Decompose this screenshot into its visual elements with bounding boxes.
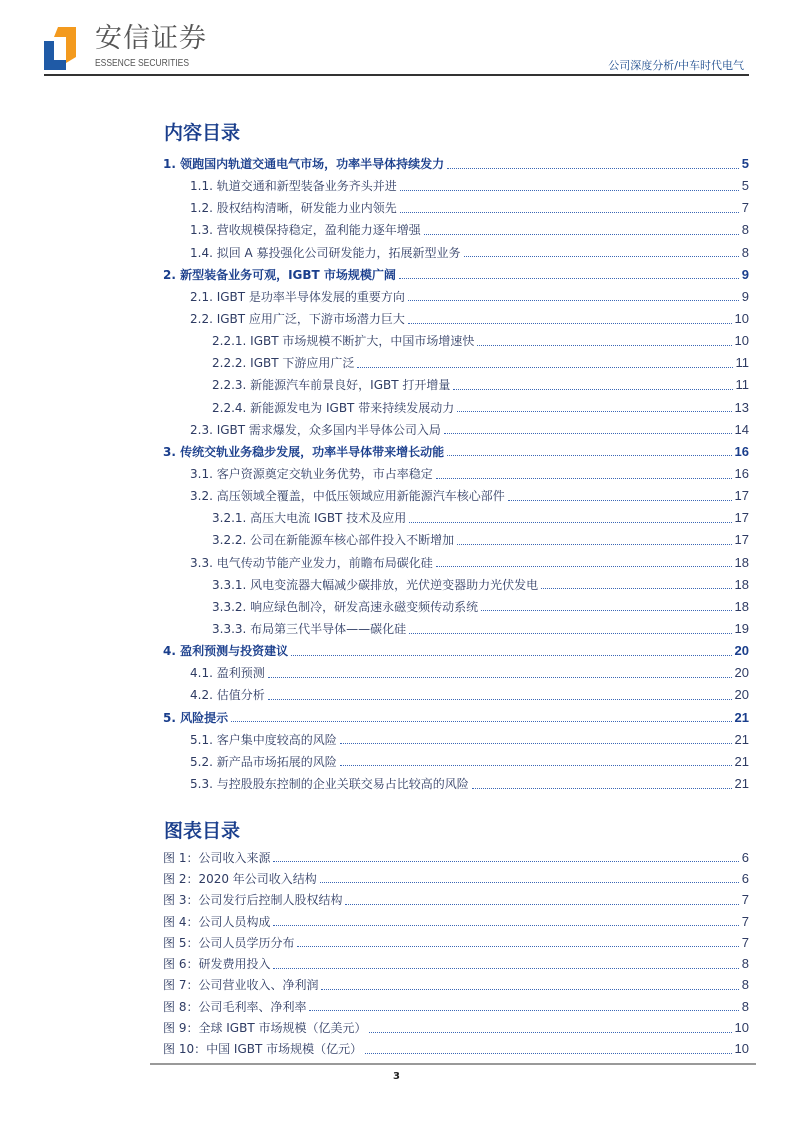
- toc-entry[interactable]: [163, 153, 749, 175]
- entry-title: 图 5：公司人员学历分布: [163, 935, 295, 950]
- dot-leader: [453, 389, 732, 390]
- entry-page: 9: [741, 288, 749, 304]
- document-type: 公司深度分析/中车时代电气: [608, 59, 744, 72]
- entry-title: 图 3：公司发行后控制人股权结构: [163, 893, 343, 908]
- dot-leader: [399, 278, 739, 279]
- toc-entry[interactable]: [163, 175, 749, 197]
- toc-entry[interactable]: [163, 751, 749, 773]
- dot-leader: [464, 256, 739, 257]
- toc-entry[interactable]: [163, 640, 749, 662]
- toc-entry[interactable]: [163, 552, 749, 574]
- entry-title: 5. 风险提示: [163, 710, 229, 725]
- entry-page: 5: [741, 156, 749, 172]
- entry-title: 1.2. 股权结构清晰，研发能力业内领先: [190, 201, 397, 216]
- entry-page: 11: [735, 355, 749, 371]
- entry-title: 4.2. 估值分析: [190, 688, 265, 703]
- toc-entry[interactable]: [163, 507, 749, 529]
- entry-title: 4. 盈利预测与投资建议: [163, 644, 289, 659]
- figures-title: 图表目录: [164, 820, 241, 842]
- toc-entry[interactable]: [163, 707, 749, 729]
- entry-page: 7: [741, 913, 749, 929]
- dot-leader: [409, 522, 731, 523]
- dot-leader: [345, 904, 738, 905]
- entry-title: 5.1. 客户集中度较高的风险: [190, 732, 337, 747]
- toc-entry[interactable]: [163, 308, 749, 330]
- dot-leader: [457, 544, 731, 545]
- entry-title: 图 9：全球 IGBT 市场规模（亿美元）: [163, 1021, 367, 1036]
- dot-leader: [273, 925, 738, 926]
- toc-entry[interactable]: [163, 286, 749, 308]
- dot-leader: [340, 743, 732, 744]
- entry-page: 10: [734, 311, 749, 327]
- dot-leader: [297, 946, 738, 947]
- entry-page: 21: [734, 753, 749, 769]
- toc-entry[interactable]: [163, 419, 749, 441]
- entry-page: 16: [734, 466, 749, 482]
- dot-leader: [436, 566, 732, 567]
- entry-page: 20: [734, 687, 749, 703]
- toc-entry[interactable]: [163, 330, 749, 352]
- dot-leader: [273, 968, 738, 969]
- toc-entry[interactable]: [163, 219, 749, 241]
- figure-entry[interactable]: [163, 847, 749, 868]
- entry-page: 8: [741, 222, 749, 238]
- entry-page: 21: [734, 709, 749, 725]
- dot-leader: [541, 588, 731, 589]
- dot-leader: [481, 610, 731, 611]
- entry-title: 图 6：研发费用投入: [163, 957, 271, 972]
- toc-entry[interactable]: [163, 662, 749, 684]
- toc-entry[interactable]: [163, 773, 749, 795]
- entry-page: 21: [734, 776, 749, 791]
- toc-entry[interactable]: [163, 397, 749, 419]
- dot-leader: [408, 323, 732, 324]
- dot-leader: [400, 190, 739, 191]
- figure-entry[interactable]: [163, 932, 749, 953]
- entry-page: 17: [734, 488, 749, 504]
- figure-entry[interactable]: [163, 911, 749, 932]
- entry-title: 3.3. 电气传动节能产业发力，前瞻布局碳化硅: [190, 555, 433, 570]
- dot-leader: [357, 367, 732, 368]
- entry-page: 7: [741, 892, 749, 908]
- entry-title: 图 10：中国 IGBT 市场规模（亿元）: [163, 1042, 363, 1057]
- dot-leader: [369, 1032, 731, 1033]
- entry-title: 2.3. IGBT 需求爆发，众多国内半导体公司入局: [190, 422, 441, 437]
- dot-leader: [320, 882, 739, 883]
- entry-page: 9: [741, 266, 749, 282]
- dot-leader: [408, 300, 739, 301]
- entry-page: 8: [741, 244, 749, 260]
- entry-page: 19: [734, 621, 749, 637]
- entry-title: 1.3. 营收规模保持稳定，盈利能力逐年增强: [190, 223, 421, 238]
- figure-entry[interactable]: [163, 890, 749, 911]
- toc-entry[interactable]: [163, 596, 749, 618]
- entry-title: 3.3.3. 布局第三代半导体——碳化硅: [212, 622, 407, 637]
- entry-page: 18: [734, 598, 749, 614]
- dot-leader: [457, 411, 731, 412]
- entry-page: 8: [741, 956, 749, 972]
- dot-leader: [268, 677, 732, 678]
- list-of-figures: [163, 847, 749, 1060]
- toc-entry[interactable]: [163, 684, 749, 706]
- entry-page: 5: [741, 178, 749, 194]
- toc-entry[interactable]: [163, 264, 749, 286]
- entry-page: 8: [741, 998, 749, 1014]
- entry-title: 2.2.1. IGBT 市场规模不断扩大，中国市场增速快: [212, 334, 475, 349]
- entry-page: 10: [734, 1020, 749, 1036]
- entry-page: 20: [734, 643, 749, 659]
- figure-entry[interactable]: [163, 975, 749, 996]
- dot-leader: [400, 212, 739, 213]
- figure-entry[interactable]: [163, 1039, 749, 1060]
- entry-page: 10: [734, 333, 749, 349]
- dot-leader: [273, 861, 738, 862]
- toc-entry[interactable]: [163, 463, 749, 485]
- entry-title: 2.2.4. 新能源发电为 IGBT 带来持续发展动力: [212, 400, 455, 415]
- toc-entry[interactable]: [163, 729, 749, 751]
- entry-title: 3.2. 高压领域全覆盖，中低压领域应用新能源汽车核心部件: [190, 489, 505, 504]
- entry-title: 1.4. 拟回 A 募投强化公司研发能力，拓展新型业务: [190, 245, 461, 260]
- dot-leader: [309, 1010, 738, 1011]
- entry-title: 图 4：公司人员构成: [163, 914, 271, 929]
- dot-leader: [436, 478, 732, 479]
- toc-entry[interactable]: [163, 197, 749, 219]
- dot-leader: [365, 1053, 731, 1054]
- dot-leader: [447, 168, 739, 169]
- entry-page: 18: [734, 554, 749, 570]
- essence-logo-icon: [44, 27, 76, 70]
- entry-title: 3.3.2. 响应绿色制冷，研发高速永磁变频传动系统: [212, 599, 479, 614]
- entry-page: 17: [734, 510, 749, 526]
- entry-title: 图 8：公司毛利率、净利率: [163, 999, 307, 1014]
- figure-entry[interactable]: [163, 868, 749, 889]
- entry-page: 14: [734, 421, 749, 437]
- toc-entry[interactable]: [163, 574, 749, 596]
- entry-title: 5.2. 新产品市场拓展的风险: [190, 754, 337, 769]
- entry-page: 18: [734, 576, 749, 592]
- dot-leader: [444, 433, 732, 434]
- entry-title: 图 7：公司营业收入、净利润: [163, 978, 319, 993]
- figure-entry[interactable]: [163, 1017, 749, 1038]
- entry-title: 1.1. 轨道交通和新型装备业务齐头并进: [190, 179, 397, 194]
- dot-leader: [291, 655, 731, 656]
- entry-title: 2.1. IGBT 是功率半导体发展的重要方向: [190, 289, 405, 304]
- entry-page: 17: [734, 532, 749, 548]
- entry-page: 16: [734, 443, 749, 459]
- dot-leader: [477, 345, 731, 346]
- dot-leader: [409, 633, 731, 634]
- entry-title: 3.2.1. 高压大电流 IGBT 技术及应用: [212, 511, 407, 526]
- entry-title: 2. 新型装备业务可观，IGBT 市场规模广阔: [163, 267, 396, 282]
- toc-title: 内容目录: [164, 122, 241, 144]
- dot-leader: [508, 500, 732, 501]
- entry-page: 8: [741, 977, 749, 993]
- entry-title: 3.3.1. 风电变流器大幅减少碳排放，光伏逆变器助力光伏发电: [212, 577, 539, 592]
- toc-entry[interactable]: [163, 374, 749, 396]
- entry-title: 图 1：公司收入来源: [163, 850, 271, 865]
- entry-title: 3.2.2. 公司在新能源车核心部件投入不断增加: [212, 533, 455, 548]
- entry-page: 20: [734, 665, 749, 681]
- entry-title: 3. 传统交轨业务稳步发展，功率半导体带来增长动能: [163, 444, 445, 459]
- entry-title: 3.1. 客户资源奠定交轨业务优势，市占率稳定: [190, 467, 433, 482]
- toc-entry[interactable]: [163, 485, 749, 507]
- brand-name-cn: 安信证券: [95, 23, 207, 54]
- dot-leader: [340, 765, 732, 766]
- entry-page: 7: [741, 200, 749, 216]
- figure-entry[interactable]: [163, 953, 749, 974]
- toc-entry[interactable]: [163, 441, 749, 463]
- entry-page: 10: [734, 1041, 749, 1057]
- entry-page: 7: [741, 934, 749, 950]
- entry-title: 1. 领跑国内轨道交通电气市场，功率半导体持续发力: [163, 157, 445, 172]
- page-number: 3: [393, 1071, 400, 1082]
- toc-entry[interactable]: [163, 242, 749, 264]
- toc-entry[interactable]: [163, 529, 749, 551]
- dot-leader: [321, 989, 738, 990]
- entry-page: 6: [741, 870, 749, 886]
- dot-leader: [231, 721, 731, 722]
- entry-title: 图 2：2020 年公司收入结构: [163, 871, 317, 886]
- figure-entry[interactable]: [163, 996, 749, 1017]
- footer-divider: [150, 1063, 756, 1065]
- entry-page: 11: [735, 377, 749, 393]
- entry-page: 6: [741, 849, 749, 865]
- entry-title: 5.3. 与控股股东控制的企业关联交易占比较高的风险: [190, 777, 469, 791]
- toc-entry[interactable]: [163, 618, 749, 640]
- dot-leader: [447, 455, 731, 456]
- entry-title: 2.2. IGBT 应用广泛，下游市场潜力巨大: [190, 312, 405, 327]
- entry-title: 2.2.2. IGBT 下游应用广泛: [212, 356, 355, 371]
- entry-page: 13: [734, 399, 749, 415]
- entry-page: 21: [734, 731, 749, 747]
- table-of-contents: [163, 153, 749, 795]
- entry-title: 2.2.3. 新能源汽车前景良好，IGBT 打开增量: [212, 378, 451, 393]
- dot-leader: [268, 699, 732, 700]
- entry-title: 4.1. 盈利预测: [190, 666, 265, 681]
- dot-leader: [424, 234, 739, 235]
- header-divider: [44, 74, 749, 76]
- dot-leader: [472, 788, 732, 789]
- toc-entry[interactable]: [163, 352, 749, 374]
- brand-name-en: ESSENCE SECURITIES: [95, 58, 190, 69]
